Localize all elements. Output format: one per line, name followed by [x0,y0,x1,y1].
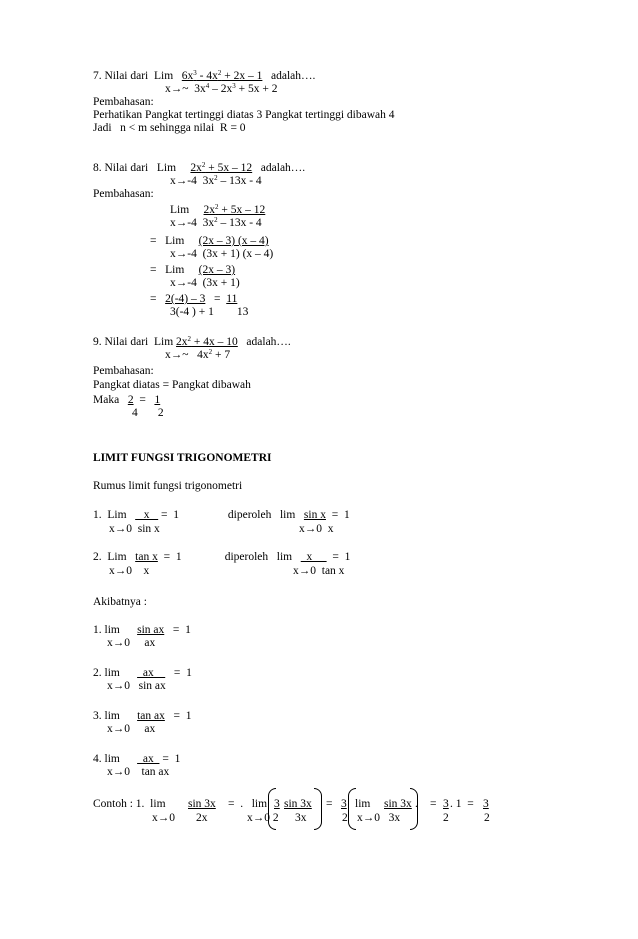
problem-8-step1: Lim $2x^2 + 5x - 12$ [170,203,266,216]
akibat-1-den: x→0 ax [107,637,156,649]
akibat-3: 3. lim tan ax = 1 [93,710,192,722]
document-page: 7. Nilai dari Lim $6x^3 - 4x^2 + 2x - 1$ adalah…. x→~ $3x^4 - 2x^3 + 5x + 2$ Pembahasan: Perhatikan Pangkat tertinggi diatas 3 Pangkat tertinggi dibawah 4 Jadi n < m sehingga nilai R = 0 8. Nilai dari Lim $2x^2 + 5x - 12$ adalah…. x→-4 $3x^2 - 13x - 4$ Pembahasan: Lim $2x^2 + 5x - 12$ x→-4 $3x^2 - 13x - 4$ = Lim (2x – 3) (x – 4) x→-4 (3x + 1) (x – 4) = Lim (2x – 3) x→-4 (3x + 1) = 2(-4) – 3 = 11 3(-4 ) + 1 13 9. Nilai dari Lim $2x^2 + 4x - 10$ adalah…. x→~ $4x^2 + 7$ Pembahasan: Pangkat diatas = Pangkat dibawah Maka 2 = 1 4 2 LIMIT FUNGSI TRIGONOMETRI Rumus limit fungsi trigonometri 1. Lim x = 1 diperoleh lim sin x = 1 x→0 sin x x→0 x 2. Lim tan x = 1 diperoleh lim x = 1 x→0 x x→0 tan x Akibatnya : 1. lim sin ax = 1 x→0 ax 2. lim ax = 1 x→0 sin ax 3. lim tan ax = 1 x→0 ax 4. lim ax = 1 x→0 tan ax Contoh : 1. lim sin 3x = . lim 3 sin 3x = 3 lim sin 3x . = 3 . 1 = 3 x→0 2x x→0 2 3x 2 x→0 3x 2 2 [0,0,638,939]
problem-7-pembahasan: Pembahasan: [93,96,154,108]
problem-9-conclusion: Maka 2 = 1 [93,394,161,406]
problem-9-conclusion-den: 4 2 [132,407,164,419]
problem-8-step2: = Lim (2x – 3) (x – 4) [150,235,269,247]
problem-7-explanation: Perhatikan Pangkat tertinggi diatas 3 Pangkat tertinggi dibawah 4 [93,109,395,121]
problem-8-step3-den: x→-4 (3x + 1) [170,277,240,289]
problem-8-denominator: x→-4 $3x^2 - 13x - 4$ [170,174,262,187]
problem-8-step1-den: x→-4 $3x^2 - 13x - 4$ [170,216,262,229]
right-paren [314,788,322,830]
akibat-3-den: x→0 ax [107,723,156,735]
problem-9-explanation: Pangkat diatas = Pangkat dibawah [93,379,251,391]
rumus-2: 2. Lim tan x = 1 diperoleh lim x = 1 [93,551,351,563]
problem-8-numerator: $2x^2 + 5x - 12$ [190,161,253,174]
left-paren [268,788,276,830]
rumus-2-den-a: x→0 x [109,565,150,577]
section-heading: LIMIT FUNGSI TRIGONOMETRI [93,452,272,464]
rumus-2-den-b: x→0 tan x [293,565,345,577]
left-paren [348,788,356,830]
problem-9-line: 9. Nilai dari Lim $2x^2 + 4x - 10$ adalah…. [93,335,291,348]
akibat-1: 1. lim sin ax = 1 [93,624,191,636]
problem-8-step3: = Lim (2x – 3) [150,264,236,276]
problem-8-step4-den: 3(-4 ) + 1 13 [170,306,249,318]
problem-8-line: 8. Nilai dari Lim $2x^2 + 5x - 12$ adalah…. [93,161,306,174]
problem-8-step2-den: x→-4 (3x + 1) (x – 4) [170,248,274,260]
problem-8-step4: = 2(-4) – 3 = 11 [150,293,238,305]
problem-9-numerator: $2x^2 + 4x - 10$ [176,335,238,348]
right-paren [410,788,418,830]
rumus-title: Rumus limit fungsi trigonometri [93,480,243,492]
akibat-4-den: x→0 tan ax [107,766,170,778]
problem-9-denominator: x→~ $4x^2 + 7$ [165,348,231,361]
problem-7-denominator: x→~ $3x^4 - 2x^3 + 5x + 2$ [165,82,278,95]
problem-7-line: 7. Nilai dari Lim $6x^3 - 4x^2 + 2x - 1$ adalah…. [93,69,316,82]
akibat-4: 4. lim ax = 1 [93,753,181,765]
akibat-2-den: x→0 sin ax [107,680,166,692]
akibat-2: 2. lim ax = 1 [93,667,192,679]
contoh-label: Contoh : 1. lim [93,798,166,810]
akibat-title: Akibatnya : [93,596,147,608]
problem-9-pembahasan: Pembahasan: [93,365,154,377]
problem-7-numerator: $6x^3 - 4x^2 + 2x - 1$ [181,69,263,82]
problem-7-conclusion: Jadi n < m sehingga nilai R = 0 [93,122,246,134]
problem-8-pembahasan: Pembahasan: [93,188,154,200]
rumus-1-den-b: x→0 x [299,523,334,535]
rumus-1: 1. Lim x = 1 diperoleh lim sin x = 1 [93,509,350,521]
rumus-1-den-a: x→0 sin x [109,523,160,535]
